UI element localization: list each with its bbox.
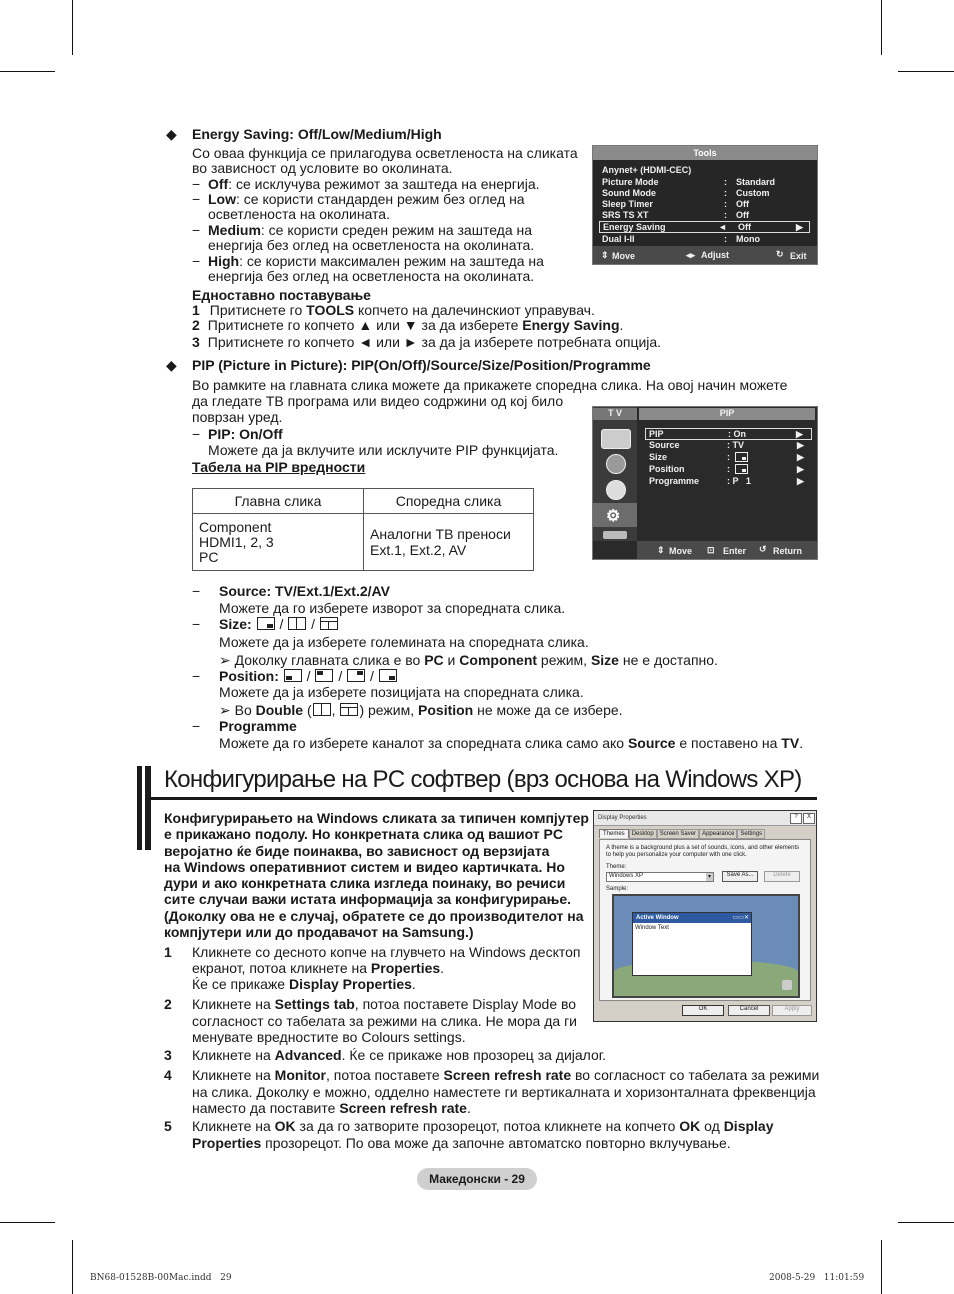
theme-description-1: A theme is a background plus a set of sounds, icons, and other elements: [606, 845, 800, 851]
arrow-right-icon: ▶: [797, 464, 804, 474]
chevron-down-icon: ▾: [707, 874, 711, 880]
tab-appearance[interactable]: Appearance: [699, 829, 737, 839]
sample-preview: [612, 894, 800, 998]
step-number: 1: [164, 944, 172, 960]
energy-item-low: − Low: се користи стандарден режим без оглед на: [192, 191, 525, 207]
pip-size: − Size: / /: [192, 616, 339, 632]
bullet-diamond-icon: ◆: [166, 357, 177, 373]
easy-step-3: 3 Притиснете го копчето ◄ или ► за да ја изберете потребната опција.: [192, 334, 662, 350]
window-title: Display Properties: [598, 815, 647, 821]
note-arrow-icon: ➢: [219, 702, 231, 718]
bullet-diamond-icon: ◆: [166, 126, 177, 142]
step-1: Кликнете со десното копче на глувчето на Windows десктоп екранот, потоа кликнете на Properties. Ќе се прикаже Display Properties.: [192, 944, 581, 992]
tools-row: SRS TS XT : Off: [602, 210, 749, 220]
pip-source: − Source: TV/Ext.1/Ext.2/AV: [192, 583, 390, 599]
exit-icon: ↻: [776, 249, 784, 259]
step-number: 3: [164, 1047, 172, 1063]
sample-label: Sample:: [606, 886, 629, 892]
pip-row[interactable]: Position : ▶: [649, 464, 804, 474]
pip-table: [192, 488, 534, 571]
crop-mark: [0, 71, 55, 72]
pip-programme: − Programme: [192, 718, 297, 734]
position-top-right-icon: [347, 669, 365, 682]
move-label: Move: [612, 251, 636, 261]
exit-label: Exit: [790, 251, 807, 261]
size-small-icon: [257, 617, 275, 630]
delete-button[interactable]: Delete: [764, 871, 800, 882]
position-bottom-right-icon: [379, 669, 397, 682]
easy-step-2: 2 Притиснете го копчето ▲ или ▼ за да изберете Energy Saving.: [192, 317, 624, 333]
step-2: Кликнете на Settings tab, потоа поставете Display Mode во согласност со табелата за режими на слика. Не мора да ги менувате вредностите во Colours settings.: [192, 996, 578, 1045]
crop-mark: [72, 0, 73, 55]
pip-onoff-title: − PIP: On/Off: [192, 426, 283, 442]
step-number: 4: [164, 1067, 172, 1083]
energy-item-off: − Off: се исклучува режимот за заштеда на енергија.: [192, 176, 540, 192]
crop-mark: [898, 71, 954, 72]
arrow-right-icon: ▶: [797, 476, 804, 486]
recycle-bin-icon: [782, 980, 792, 990]
tools-row: Picture Mode : Standard: [602, 177, 776, 187]
theme-select[interactable]: Windows XP ▾: [606, 872, 714, 882]
pip-position-text: Можете да ја изберете позицијата на споредната слика.: [219, 684, 584, 700]
pip-osd-header: [639, 408, 815, 420]
sample-active-window: [632, 912, 752, 976]
theme-label: Theme:: [606, 864, 627, 870]
note-arrow-icon: ➢: [219, 652, 231, 668]
tab-panel: [599, 839, 811, 1001]
easy-setup-title: Едноставно поставување: [192, 287, 371, 303]
return-label: Return: [773, 546, 802, 556]
energy-item-low-cont: осветленоста на околината.: [208, 206, 390, 222]
tools-row: Dual I-II : Mono: [602, 234, 760, 244]
sound-icon: [606, 454, 626, 474]
tab-screen-saver[interactable]: Screen Saver: [657, 829, 699, 839]
tools-osd-header: [593, 146, 817, 160]
enter-label: Enter: [723, 546, 747, 556]
size-double-wide-icon: [320, 617, 338, 630]
step-5: Кликнете на OK за да го затворите прозорецот, потоа кликнете на копчето OK од Display Properties прозорецот. По ова може да започне автоматско повторно вклучување.: [192, 1118, 774, 1151]
pip-osd-title: PIP: [719, 408, 735, 418]
move-label: Move: [669, 546, 693, 556]
move-icon: ⇕: [601, 250, 609, 260]
page-number: Македонски - 29: [429, 1172, 525, 1186]
energy-title: Energy Saving: Off/Low/Medium/High: [192, 126, 442, 142]
pip-intro-1: Во рамките на главната слика можете да прикажете споредна слика. На овој начин можете: [192, 377, 788, 393]
crop-mark: [881, 1240, 882, 1294]
section-marker: [145, 766, 151, 850]
pip-row[interactable]: Source : TV ▶: [649, 440, 804, 450]
size-double-wide-icon: [340, 703, 358, 716]
step-number: 2: [164, 996, 172, 1012]
picture-icon: [601, 429, 631, 449]
section-rule: [151, 797, 817, 800]
easy-step-1: 1 Притиснете го TOOLS копчето на далечинскиот управувач.: [192, 302, 595, 318]
tab-themes[interactable]: Themes: [599, 829, 629, 838]
enter-icon: ⊡: [707, 545, 715, 555]
section-intro: Конфигурирањето на Windows сликата за типичен компјутер е прикажано подолу. Но конкретната слика од вашиот PC веројатно ќе биде поинаква, во зависност од верзијата на Windows оперативниот систем и видео картичката. Но дури и ако конкретната слика изгледа поинаку, во речиси сите случаи важи истата информација за конфигурирање. (Доколку ова не е случај, обратете се до производителот на компјутери или до продавачот на Samsung.): [164, 810, 589, 941]
energy-item-medium-cont: енергија без оглед на осветленоста на околината.: [208, 237, 535, 253]
section-marker: [137, 766, 142, 850]
tools-osd-title: Tools: [693, 148, 717, 158]
pip-source-text: Можете да го изберете изворот за споредната слика.: [219, 600, 566, 616]
step-3: Кликнете на Advanced. Ќе се прикаже нов прозорец за дијалог.: [192, 1047, 607, 1063]
pip-osd-footer: [637, 541, 817, 559]
step-number: 5: [164, 1118, 172, 1134]
pip-position: − Position: / / /: [192, 668, 398, 684]
pip-table-title: Табела на PIP вредности: [192, 459, 366, 475]
channel-icon: [606, 480, 626, 500]
energy-item-high: − High: се користи максимален режим на заштеда на: [192, 253, 544, 269]
crop-mark: [0, 1222, 55, 1223]
pip-table-header-main: Главна слика: [193, 489, 364, 514]
pip-onoff-text: Можете да ја вклучите или исклучите PIP функцијата.: [208, 442, 559, 458]
size-double-icon: [288, 617, 306, 630]
energy-intro-2: во зависност од условите во околината.: [192, 160, 453, 176]
arrow-right-icon: ▶: [797, 452, 804, 462]
pip-row[interactable]: Programme : P 1 ▶: [649, 476, 804, 486]
pip-osd-tv-label: T V: [593, 408, 637, 420]
tab-settings[interactable]: Settings: [737, 829, 765, 839]
tools-osd: [592, 145, 818, 265]
crop-mark: [881, 0, 882, 55]
date-info: 2008-5-29 11:01:59: [769, 1273, 865, 1283]
save-as-button[interactable]: Save As...: [722, 871, 758, 882]
energy-item-high-cont: енергија без оглед на осветленоста на околината.: [208, 268, 535, 284]
tab-desktop[interactable]: Desktop: [629, 829, 657, 839]
tools-row: Sound Mode : Custom: [602, 188, 770, 198]
pip-title: PIP (Picture in Picture): PIP(On/Off)/Source/Size/Position/Programme: [192, 357, 651, 373]
tools-row: Sleep Timer : Off: [602, 199, 749, 209]
sample-window-buttons: ▭▭✕: [732, 915, 749, 921]
size-double-icon: [313, 703, 331, 716]
pip-row-selected[interactable]: PIP : On ▶: [645, 428, 812, 440]
arrow-right-icon: ▶: [796, 222, 803, 232]
pip-intro-3: поврзан уред.: [192, 409, 283, 425]
pip-table-cell-main: Component HDMI1, 2, 3 PC: [193, 514, 364, 571]
size-small-icon: [735, 452, 748, 462]
ok-button[interactable]: OK: [682, 1005, 724, 1016]
sample-window-text: Window Text: [635, 925, 669, 931]
pip-position-note: ➢ Во Double ( , ) режим, Position не може да се избере.: [219, 702, 623, 718]
arrow-right-icon: ▶: [796, 429, 803, 439]
pip-size-note: ➢ Доколку главната слика е во PC и Component режим, Size не е достапно.: [219, 652, 718, 668]
gear-icon: ⚙: [606, 508, 621, 525]
crop-mark: [898, 1222, 954, 1223]
energy-intro-1: Со оваа функција се прилагодува осветленоста на сликата: [192, 145, 578, 161]
pip-table-header-sub: Споредна слика: [364, 489, 534, 514]
adjust-label: Adjust: [701, 250, 729, 260]
help-button[interactable]: ?: [790, 813, 802, 824]
tools-row-selected[interactable]: Energy Saving ◄ Off ▶: [599, 221, 810, 233]
apply-button[interactable]: Apply: [772, 1005, 812, 1016]
close-button[interactable]: X: [803, 813, 815, 824]
input-icon: [603, 531, 627, 539]
pip-table-cell-sub: Аналогни ТВ преноси Ext.1, Ext.2, AV: [364, 514, 534, 571]
tab-bar: [599, 829, 765, 839]
position-top-left-icon: [315, 669, 333, 682]
display-properties-window: [593, 810, 817, 1022]
arrow-right-icon: ▶: [797, 440, 804, 450]
move-icon: ⇕: [657, 545, 665, 555]
return-icon: ↺: [759, 544, 767, 554]
tools-osd-footer: [593, 246, 817, 264]
step-4: Кликнете на Monitor, потоа поставете Screen refresh rate во согласност со табелата за режими на слика. Доколку е можно, одделно наместете ги вертикалната и хоризонталната фреквенција наместо да поставите Screen refresh rate.: [192, 1067, 820, 1116]
cancel-button[interactable]: Cancel: [728, 1005, 770, 1016]
pip-osd: [592, 406, 818, 560]
tools-row: Anynet+ (HDMI-CEC): [602, 165, 692, 175]
crop-mark: [72, 1240, 73, 1294]
position-icon: [735, 464, 748, 474]
energy-item-medium: − Medium: се користи среден режим на заштеда на: [192, 222, 533, 238]
pip-row[interactable]: Size : ▶: [649, 452, 804, 462]
sample-window-title: Active Window: [636, 915, 679, 921]
pip-size-text: Можете да ја изберете големината на споредната слика.: [219, 634, 589, 650]
pip-intro-2: да гледате ТВ програма или видео содржини од кој било: [192, 393, 564, 409]
file-info: BN68-01528B-00Mac.indd 29: [90, 1273, 232, 1283]
position-bottom-left-icon: [284, 669, 302, 682]
pip-programme-text: Можете да го изберете каналот за споредната слика само ако Source е поставено на TV.: [219, 735, 804, 751]
window-titlebar: [594, 811, 816, 826]
section-heading: Конфигурирање на PC софтвер (врз основа на Windows XP): [164, 766, 802, 793]
adjust-icon: ◂▸: [686, 250, 696, 260]
theme-description-2: to help you personalize your computer with one click.: [606, 852, 747, 858]
